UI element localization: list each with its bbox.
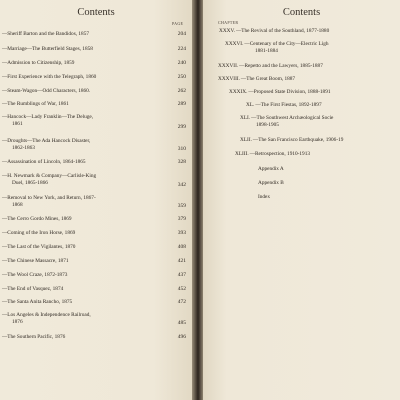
toc-entry xyxy=(218,76,295,83)
entry-subline: 1861 xyxy=(12,121,23,127)
entry-title: —The Cerro Gordo Mines, 1869 xyxy=(2,216,72,222)
entry-title: —The Revival of the Southland, 1877-1880 xyxy=(235,28,330,34)
page-number: 289 xyxy=(177,101,186,107)
page-number: 240 xyxy=(177,60,186,66)
entry-title: —Droughts—The Ada Hancock Disaster, xyxy=(2,138,91,144)
left-page xyxy=(0,0,192,400)
chapter-number: XXXVI. xyxy=(225,41,244,47)
toc-entry xyxy=(2,46,93,53)
toc-entry xyxy=(2,258,69,265)
entry-title: —The San Francisco Earthquake, 1906-19 xyxy=(252,137,344,143)
toc-entry xyxy=(2,31,89,38)
entry-title: —The Great Boom, 1887 xyxy=(240,76,296,82)
entry-subline: Duel, 1865-1866 xyxy=(12,180,48,186)
page-number: 421 xyxy=(177,258,186,264)
chapter-column-label: CHAPTER xyxy=(218,20,239,25)
toc-entry xyxy=(2,299,72,306)
toc-entry xyxy=(240,137,343,144)
entry-title: —H. Newmark & Company—Carlisle-King xyxy=(2,173,97,179)
toc-entry xyxy=(235,151,310,158)
page-column-label: PAGE xyxy=(172,21,184,26)
toc-entry xyxy=(2,230,75,237)
page-number: 224 xyxy=(177,46,186,52)
entry-title: —Proposed State Division, 1888-1891 xyxy=(248,89,331,95)
toc-entry xyxy=(2,286,63,293)
toc-entry xyxy=(258,180,284,187)
entry-title: —The Last of the Vigilantes, 1870 xyxy=(2,244,76,250)
chapter-number: XXXV. xyxy=(219,28,235,34)
chapter-number: XL. xyxy=(246,102,255,108)
entry-subline: 1862-1863 xyxy=(12,145,35,151)
entry-title: —The Chinese Massacre, 1871 xyxy=(2,258,69,264)
entry-title: —First Experience with the Telegraph, 1860 xyxy=(2,74,97,80)
entry-title: —Marriage—The Butterfield Stages, 1858 xyxy=(2,46,93,52)
entry-subline: 1881-1884 xyxy=(255,48,278,54)
entry-title: —Coming of the Iron Horse, 1869 xyxy=(2,230,76,236)
page-number: 250 xyxy=(177,74,186,80)
toc-entry xyxy=(2,60,74,67)
entry-title: —The Southwest Archæological Socie xyxy=(251,115,334,121)
toc-entry xyxy=(2,195,96,209)
page-number: 379 xyxy=(177,216,186,222)
toc-entry xyxy=(2,312,91,326)
page-number: 299 xyxy=(177,124,186,130)
entry-title: —Admission to Citizenship, 1859 xyxy=(2,60,75,66)
toc-entry xyxy=(246,102,322,109)
toc-entry xyxy=(2,114,93,128)
toc-entry xyxy=(2,173,96,187)
page-heading: Contents xyxy=(77,7,115,18)
entry-title: —The Wool Craze, 1872-1873 xyxy=(2,272,68,278)
entry-title: Index xyxy=(258,194,271,200)
entry-title: —Hancock—Lady Franklin—The Deluge, xyxy=(2,114,94,120)
page-heading: Contents xyxy=(282,7,321,18)
entry-title: —Los Angeles & Independence Railroad, xyxy=(2,312,91,318)
entry-title: —Centenary of the City—Electric Ligh xyxy=(244,41,329,47)
entry-title: Appendix B xyxy=(258,180,284,186)
toc-entry xyxy=(240,115,333,129)
page-number: 496 xyxy=(177,334,186,340)
toc-entry xyxy=(2,88,90,95)
entry-title: —The Santa Anita Rancho, 1875 xyxy=(2,299,73,305)
page-number: 342 xyxy=(177,182,186,188)
toc-entry xyxy=(2,74,96,81)
page-number: 452 xyxy=(177,286,186,292)
entry-subline: 1876 xyxy=(12,319,23,325)
chapter-number: XLII. xyxy=(240,137,252,143)
page-number: 408 xyxy=(177,244,186,250)
toc-entry xyxy=(218,63,323,70)
page-number: 262 xyxy=(177,88,186,94)
toc-entry xyxy=(2,159,86,166)
right-page xyxy=(203,0,400,400)
chapter-number: XLIII. xyxy=(235,151,249,157)
page-number: 359 xyxy=(177,203,186,209)
entry-title: —The Southern Pacific, 1876 xyxy=(2,334,66,340)
toc-entry xyxy=(2,101,69,108)
entry-title: —Assassination of Lincoln, 1864-1865 xyxy=(2,159,86,165)
entry-title: —The End of Vasquez, 1874 xyxy=(2,286,64,292)
entry-title: —Sheriff Barton and the Bandidos, 1857 xyxy=(2,31,89,37)
book-gutter xyxy=(192,0,203,400)
entry-title: Appendix A xyxy=(258,166,284,172)
entry-title: —The First Fiestas, 1892-1897 xyxy=(255,102,322,108)
entry-subline: 1868 xyxy=(12,202,23,208)
toc-entry xyxy=(2,334,65,341)
page-number: 204 xyxy=(177,31,186,37)
toc-entry xyxy=(2,138,90,152)
entry-subline: 1898-1905 xyxy=(256,122,279,128)
toc-entry xyxy=(258,166,284,173)
entry-title: —Repetto and the Lawyers, 1885-1887 xyxy=(239,63,323,69)
page-number: 485 xyxy=(177,320,186,326)
toc-entry xyxy=(2,244,75,251)
entry-title: —Removal to New York, and Return, 1867- xyxy=(2,195,96,201)
toc-entry xyxy=(258,194,270,201)
toc-entry xyxy=(2,272,67,279)
page-number: 472 xyxy=(177,299,186,305)
page-number: 437 xyxy=(177,272,186,278)
chapter-number: XXXIX. xyxy=(229,89,248,95)
toc-entry xyxy=(225,41,329,55)
toc-entry xyxy=(229,89,331,96)
chapter-number: XXXVII. xyxy=(218,63,239,69)
entry-title: —The Rumblings of War, 1861 xyxy=(2,101,69,107)
toc-entry xyxy=(219,28,329,35)
chapter-number: XLI. xyxy=(240,115,251,121)
page-number: 328 xyxy=(177,159,186,165)
entry-title: —Steam-Wagon—Odd Characters, 1860. xyxy=(2,88,91,94)
entry-title: —Retrospection, 1910-1913 xyxy=(249,151,311,157)
chapter-number: XXXVIII. xyxy=(218,76,240,82)
toc-entry xyxy=(2,216,72,223)
page-number: 393 xyxy=(177,230,186,236)
page-number: 310 xyxy=(177,146,186,152)
